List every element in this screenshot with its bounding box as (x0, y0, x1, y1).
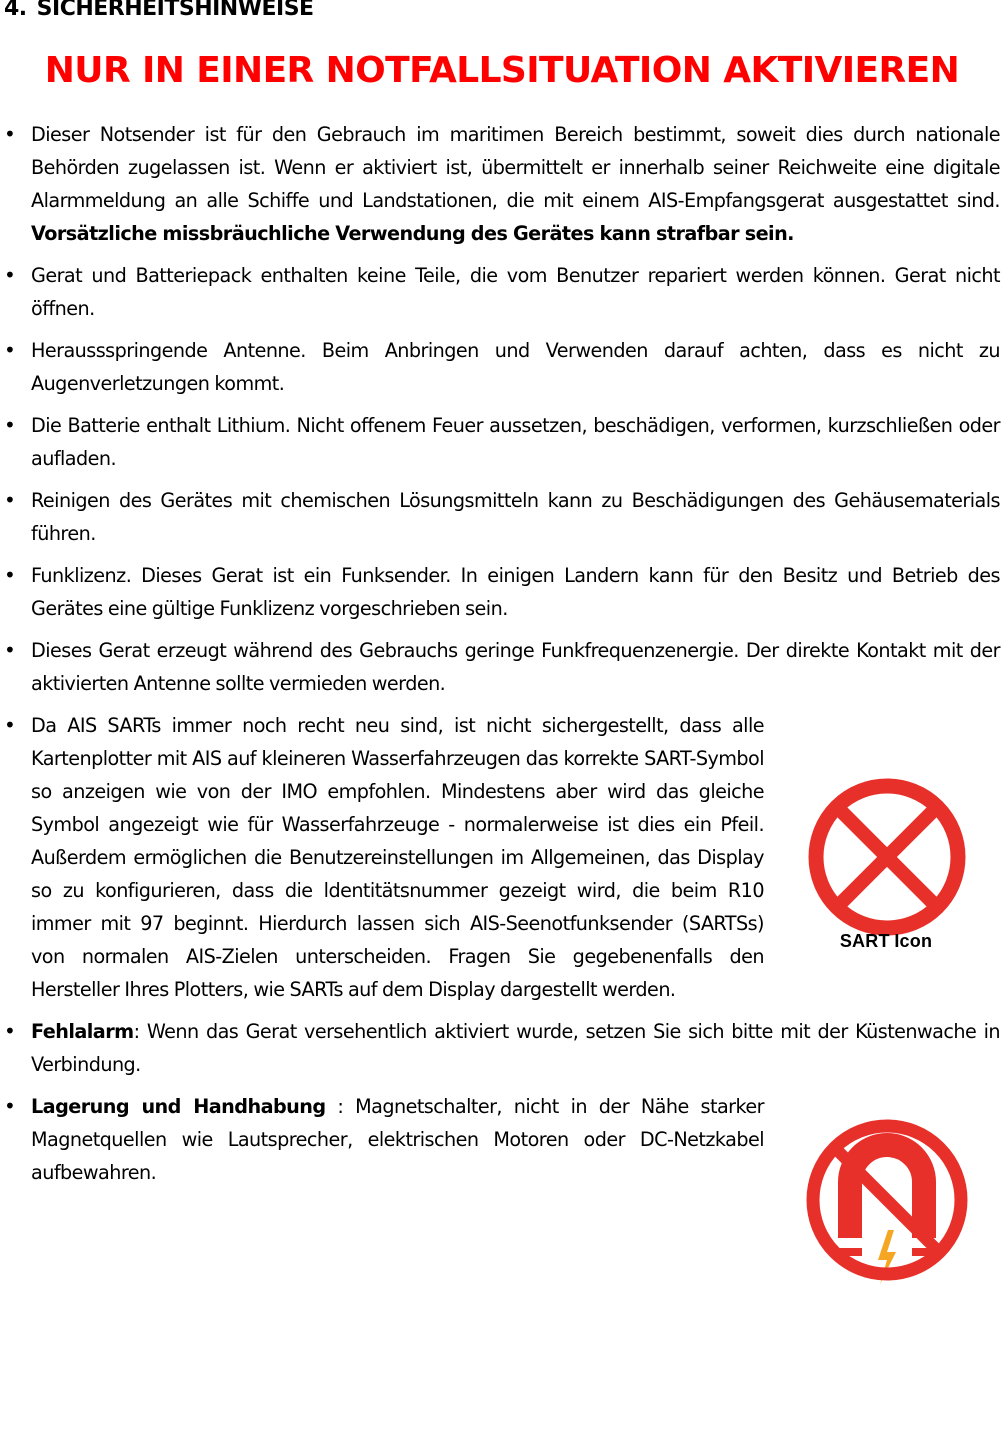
sart-figure (774, 715, 1000, 1011)
list-item (0, 334, 1004, 400)
item-bold-warning: Vorsätzliche missbräuchliche Verwendung des Gerätes kann strafbar sein. (31, 222, 794, 245)
no-magnet-icon (774, 1090, 1000, 1290)
item-bold-label: Fehlalarm (31, 1020, 134, 1043)
list-item (0, 409, 1004, 475)
list-item (0, 709, 1004, 1006)
bullet-point: • (4, 563, 16, 587)
list-item (0, 259, 1004, 325)
item-text: Die Batterie enthalt Lithium. Nicht offenem Feuer aussetzen, beschädigen, verformen, kurzschließen oder aufladen. (31, 414, 1000, 470)
item-text: Dieser Notsender ist für den Gebrauch im maritimen Bereich bestimmt, soweit dies durch nationale Behörden zugelassen ist. Wenn er aktiviert ist, übermittelt er innerhalb seiner Reichweite eine digitale Alarmmeldung an alle Schiffe und Landstationen, die mit einem AIS-Empfangsgerat ausgestattet sind. (31, 123, 1000, 212)
bullet-point: • (4, 713, 16, 737)
magnet-warning-figure (774, 1090, 1000, 1290)
bullet-point: • (4, 338, 16, 362)
item-text: : Magnetschalter, nicht in der Nähe starker Magnetquellen wie Lautsprecher, elektrischen Motoren oder DC-Netzkabel aufbewahren. (31, 1095, 764, 1184)
sart-cross-circle-icon (774, 715, 1000, 1011)
sart-icon-label: SART Icon (839, 931, 933, 951)
list-item (0, 1015, 1004, 1081)
item-text: : Wenn das Gerat versehentlich aktiviert wurde, setzen Sie sich bitte mit der Küstenwache in Verbindung. (31, 1020, 1000, 1076)
bullet-point: • (4, 1094, 16, 1118)
list-item (0, 634, 1004, 700)
bullet-point: • (4, 413, 16, 437)
section-title: SICHERHEITSHINWEISE (36, 0, 314, 21)
bullet-point: • (4, 122, 16, 146)
item-text: Funklizenz. Dieses Gerat ist ein Funksender. In einigen Landern kann für den Besitz und Betrieb des Gerätes eine gültige Funklizenz vorgeschrieben sein. (31, 564, 1000, 620)
list-item (0, 1090, 1004, 1189)
bullet-point: • (4, 638, 16, 662)
section-heading (4, 0, 314, 21)
emergency-warning-title: NUR IN EINER NOTFALLSITUATION AKTIVIEREN (44, 50, 960, 91)
bullet-point: • (4, 1019, 16, 1043)
item-text: Heraussspringende Antenne. Beim Anbringen und Verwenden darauf achten, dass es nicht zu Augenverletzungen kommt. (31, 339, 1000, 395)
item-text: Dieses Gerat erzeugt während des Gebrauchs geringe Funkfrequenzenergie. Der direkte Kontakt mit der aktivierten Antenne sollte vermieden werden. (31, 639, 1000, 695)
item-text: Da AIS SARTs immer noch recht neu sind, ist nicht sichergestellt, dass alle Kartenplotter mit AIS auf kleineren Wasserfahrzeugen das korrekte SART-Symbol so anzeigen wie von der IMO empfohlen. Mindestens aber wird das gleiche Symbol angezeigt wie für Wasserfahrzeuge - normalerweise ist dies ein Pfeil. Außerdem ermöglichen die Benutzereinstellungen im Allgemeinen, das Display so zu konfigurieren, dass die ldentitätsnummer gezeigt wird, die beim R10 immer mit 97 beginnt. Hierdurch lassen sich AIS-Seenotfunksender (SARTSs) von normalen AIS-Zielen unterscheiden. Fragen Sie gegebenenfalls den Hersteller Ihres Plotters, wie SARTs auf dem Display dargestellt werden. (31, 714, 764, 1001)
item-bold-label: Lagerung und Handhabung (31, 1095, 326, 1118)
safety-instructions-list (0, 118, 1004, 1290)
bullet-point: • (4, 488, 16, 512)
list-item (0, 484, 1004, 550)
bullet-point: • (4, 263, 16, 287)
item-text: Reinigen des Gerätes mit chemischen Lösungsmitteln kann zu Beschädigungen des Gehäusematerials führen. (31, 489, 1000, 545)
section-number: 4. (4, 0, 27, 21)
list-item (0, 118, 1004, 250)
list-item (0, 559, 1004, 625)
item-text: Gerat und Batteriepack enthalten keine Teile, die vom Benutzer repariert werden können. Gerat nicht öffnen. (31, 264, 1000, 320)
